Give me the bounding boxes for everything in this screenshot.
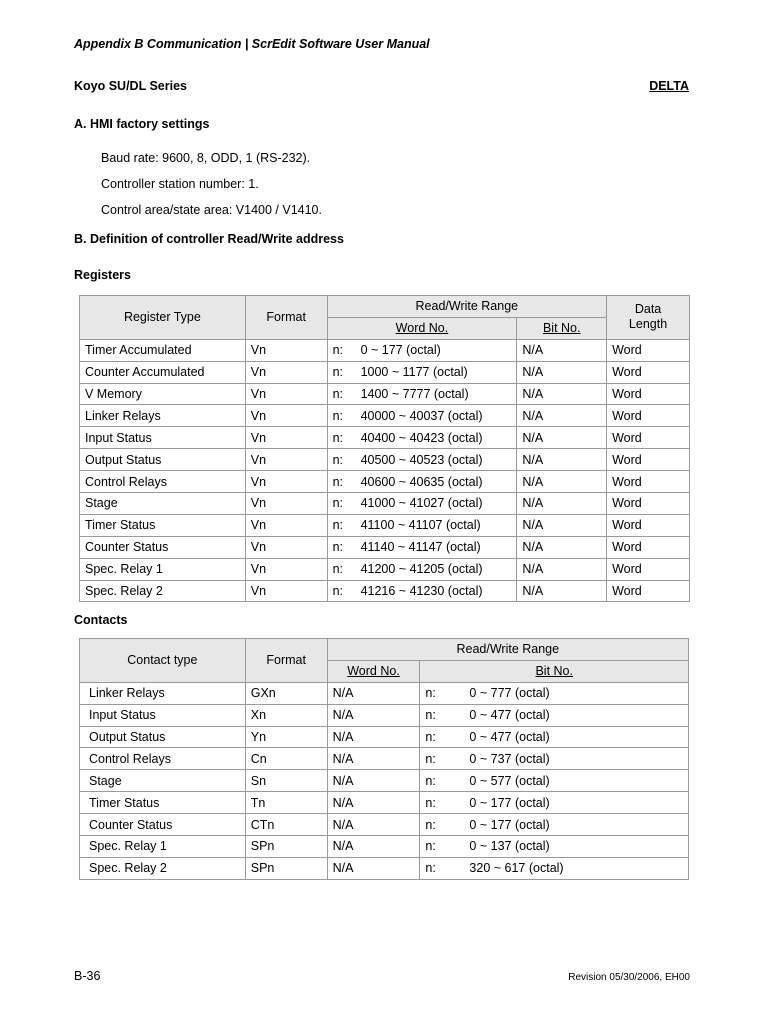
bit-range-cell: N/A bbox=[517, 449, 607, 471]
format-cell: SPn bbox=[245, 836, 327, 858]
n-prefix: n: bbox=[425, 773, 436, 788]
format-cell: Vn bbox=[245, 427, 327, 449]
format-cell: Vn bbox=[245, 580, 327, 602]
setting-station-number: Controller station number: 1. bbox=[101, 177, 259, 191]
bit-range-value: 0 ~ 777 (octal) bbox=[469, 686, 550, 701]
word-range-cell: N/A bbox=[327, 682, 420, 704]
table-row bbox=[80, 682, 689, 704]
format-cell: Vn bbox=[245, 361, 327, 383]
data-length-cell: Word bbox=[607, 558, 690, 580]
format-cell: Vn bbox=[245, 514, 327, 536]
contact-type-cell: Spec. Relay 2 bbox=[80, 857, 246, 879]
registers-table bbox=[79, 295, 690, 602]
header-data-length: Data Length bbox=[607, 296, 690, 340]
word-range-cell bbox=[327, 493, 517, 515]
revision-label: Revision 05/30/2006, EH00 bbox=[568, 972, 690, 983]
header-bit-no: Bit No. bbox=[517, 317, 607, 339]
table-row bbox=[80, 748, 689, 770]
bit-range-value: 0 ~ 177 (octal) bbox=[469, 795, 550, 810]
word-range-value: 1000 ~ 1177 (octal) bbox=[360, 365, 468, 380]
data-length-cell: Word bbox=[607, 580, 690, 602]
n-prefix: n: bbox=[332, 496, 343, 511]
bit-range-cell: N/A bbox=[517, 558, 607, 580]
contact-type-cell: Output Status bbox=[80, 726, 246, 748]
n-prefix: n: bbox=[425, 839, 436, 854]
contact-type-cell: Stage bbox=[80, 770, 246, 792]
page-number: B-36 bbox=[74, 969, 101, 983]
word-range-value: 40500 ~ 40523 (octal) bbox=[360, 452, 483, 467]
bit-range-cell: N/A bbox=[517, 427, 607, 449]
table-row bbox=[80, 704, 689, 726]
data-length-cell: Word bbox=[607, 493, 690, 515]
bit-range-cell: N/A bbox=[517, 580, 607, 602]
word-range-cell bbox=[327, 514, 517, 536]
format-cell: Xn bbox=[245, 704, 327, 726]
word-range-value: 40000 ~ 40037 (octal) bbox=[360, 408, 483, 423]
contacts-title: Contacts bbox=[74, 613, 128, 627]
table-row bbox=[80, 536, 690, 558]
n-prefix: n: bbox=[332, 562, 343, 577]
n-prefix: n: bbox=[425, 751, 436, 766]
register-type-cell: Counter Accumulated bbox=[80, 361, 246, 383]
table-row bbox=[80, 836, 689, 858]
n-prefix: n: bbox=[425, 708, 436, 723]
register-type-cell: Spec. Relay 2 bbox=[80, 580, 246, 602]
register-type-cell: Timer Accumulated bbox=[80, 339, 246, 361]
word-range-value: 1400 ~ 7777 (octal) bbox=[360, 387, 469, 401]
contact-type-cell: Input Status bbox=[80, 704, 246, 726]
word-range-value: 41140 ~ 41147 (octal) bbox=[360, 540, 481, 555]
register-type-cell: V Memory bbox=[80, 383, 246, 405]
bit-range-value: 0 ~ 477 (octal) bbox=[469, 730, 550, 744]
header-bit-no: Bit No. bbox=[420, 660, 689, 682]
table-row bbox=[80, 792, 689, 814]
n-prefix: n: bbox=[332, 452, 343, 467]
bit-range-cell: N/A bbox=[517, 339, 607, 361]
setting-baud-rate: Baud rate: 9600, 8, ODD, 1 (RS-232). bbox=[101, 151, 311, 165]
header-read-write-range: Read/Write Range bbox=[327, 296, 607, 318]
bit-range-cell: N/A bbox=[517, 536, 607, 558]
word-range-value: 41216 ~ 41230 (octal) bbox=[360, 584, 483, 599]
section-a-title: A. HMI factory settings bbox=[74, 117, 210, 131]
contact-type-cell: Timer Status bbox=[80, 792, 246, 814]
contacts-table bbox=[79, 638, 689, 880]
register-type-cell: Stage bbox=[80, 493, 246, 515]
word-range-cell bbox=[327, 449, 517, 471]
format-cell: Vn bbox=[245, 449, 327, 471]
register-type-cell: Output Status bbox=[80, 449, 246, 471]
bit-range-cell: N/A bbox=[517, 383, 607, 405]
table-row bbox=[80, 427, 690, 449]
data-length-cell: Word bbox=[607, 383, 690, 405]
table-row bbox=[80, 339, 690, 361]
bit-range-cell bbox=[420, 814, 689, 836]
table-row bbox=[80, 857, 689, 879]
word-range-cell: N/A bbox=[327, 770, 420, 792]
word-range-value: 41000 ~ 41027 (octal) bbox=[360, 496, 483, 511]
n-prefix: n: bbox=[332, 540, 343, 555]
format-cell: Tn bbox=[245, 792, 327, 814]
table-row bbox=[80, 580, 690, 602]
n-prefix: n: bbox=[425, 861, 436, 876]
table-row bbox=[80, 770, 689, 792]
running-header: Appendix B Communication | ScrEdit Software User Manual bbox=[74, 37, 430, 51]
word-range-value: 40400 ~ 40423 (octal) bbox=[360, 430, 483, 445]
format-cell: CTn bbox=[245, 814, 327, 836]
format-cell: Vn bbox=[245, 339, 327, 361]
brand-label: DELTA bbox=[649, 79, 689, 93]
data-length-cell: Word bbox=[607, 361, 690, 383]
word-range-cell: N/A bbox=[327, 836, 420, 858]
bit-range-value: 0 ~ 177 (octal) bbox=[469, 817, 550, 832]
word-range-cell bbox=[327, 339, 517, 361]
table-row bbox=[80, 514, 690, 536]
n-prefix: n: bbox=[425, 730, 436, 744]
n-prefix: n: bbox=[332, 343, 343, 358]
format-cell: Vn bbox=[245, 471, 327, 493]
word-range-cell bbox=[327, 427, 517, 449]
word-range-cell bbox=[327, 471, 517, 493]
table-row bbox=[80, 814, 689, 836]
bit-range-cell: N/A bbox=[517, 493, 607, 515]
header-word-no: Word No. bbox=[327, 660, 420, 682]
word-range-cell: N/A bbox=[327, 792, 420, 814]
contact-type-cell: Spec. Relay 1 bbox=[80, 836, 246, 858]
register-type-cell: Control Relays bbox=[80, 471, 246, 493]
word-range-value: 0 ~ 177 (octal) bbox=[360, 343, 441, 358]
format-cell: Cn bbox=[245, 748, 327, 770]
word-range-cell bbox=[327, 536, 517, 558]
word-range-value: 40600 ~ 40635 (octal) bbox=[360, 474, 483, 489]
format-cell: Vn bbox=[245, 405, 327, 427]
header-word-no: Word No. bbox=[327, 317, 517, 339]
n-prefix: n: bbox=[332, 584, 343, 599]
table-row bbox=[80, 493, 690, 515]
register-type-cell: Counter Status bbox=[80, 536, 246, 558]
word-range-cell bbox=[327, 383, 517, 405]
header-contact-type: Contact type bbox=[80, 639, 246, 683]
format-cell: Vn bbox=[245, 383, 327, 405]
data-length-cell: Word bbox=[607, 427, 690, 449]
data-length-cell: Word bbox=[607, 471, 690, 493]
bit-range-value: 0 ~ 737 (octal) bbox=[469, 751, 550, 766]
word-range-cell bbox=[327, 580, 517, 602]
contact-type-cell: Linker Relays bbox=[80, 682, 246, 704]
format-cell: SPn bbox=[245, 857, 327, 879]
word-range-cell: N/A bbox=[327, 748, 420, 770]
register-type-cell: Input Status bbox=[80, 427, 246, 449]
bit-range-cell bbox=[420, 857, 689, 879]
header-register-type: Register Type bbox=[80, 296, 246, 340]
bit-range-value: 0 ~ 477 (octal) bbox=[469, 708, 550, 723]
data-length-cell: Word bbox=[607, 449, 690, 471]
word-range-value: 41100 ~ 41107 (octal) bbox=[360, 518, 481, 533]
table-row bbox=[80, 361, 690, 383]
format-cell: GXn bbox=[245, 682, 327, 704]
word-range-cell: N/A bbox=[327, 726, 420, 748]
bit-range-cell: N/A bbox=[517, 514, 607, 536]
header-format: Format bbox=[245, 296, 327, 340]
table-row bbox=[80, 405, 690, 427]
n-prefix: n: bbox=[332, 387, 343, 401]
bit-range-cell bbox=[420, 770, 689, 792]
n-prefix: n: bbox=[425, 795, 436, 810]
format-cell: Vn bbox=[245, 493, 327, 515]
n-prefix: n: bbox=[332, 474, 343, 489]
n-prefix: n: bbox=[332, 365, 343, 380]
bit-range-cell: N/A bbox=[517, 361, 607, 383]
data-length-cell: Word bbox=[607, 405, 690, 427]
n-prefix: n: bbox=[425, 686, 436, 701]
table-row bbox=[80, 471, 690, 493]
data-length-cell: Word bbox=[607, 514, 690, 536]
table-row bbox=[80, 726, 689, 748]
table-row bbox=[80, 449, 690, 471]
word-range-cell bbox=[327, 558, 517, 580]
bit-range-cell bbox=[420, 748, 689, 770]
n-prefix: n: bbox=[332, 430, 343, 445]
word-range-cell: N/A bbox=[327, 704, 420, 726]
bit-range-cell: N/A bbox=[517, 471, 607, 493]
n-prefix: n: bbox=[425, 817, 436, 832]
data-length-cell: Word bbox=[607, 536, 690, 558]
series-title: Koyo SU/DL Series bbox=[74, 79, 188, 93]
bit-range-cell bbox=[420, 792, 689, 814]
contact-type-cell: Control Relays bbox=[80, 748, 246, 770]
n-prefix: n: bbox=[332, 518, 343, 533]
table-row bbox=[80, 383, 690, 405]
contact-type-cell: Counter Status bbox=[80, 814, 246, 836]
format-cell: Yn bbox=[245, 726, 327, 748]
word-range-cell: N/A bbox=[327, 814, 420, 836]
section-b-title: B. Definition of controller Read/Write address bbox=[74, 232, 344, 246]
register-type-cell: Linker Relays bbox=[80, 405, 246, 427]
bit-range-cell: N/A bbox=[517, 405, 607, 427]
bit-range-cell bbox=[420, 836, 689, 858]
word-range-cell bbox=[327, 405, 517, 427]
bit-range-cell bbox=[420, 726, 689, 748]
table-row bbox=[80, 558, 690, 580]
word-range-cell bbox=[327, 361, 517, 383]
bit-range-value: 320 ~ 617 (octal) bbox=[469, 861, 564, 876]
setting-control-area: Control area/state area: V1400 / V1410. bbox=[101, 203, 322, 217]
header-format: Format bbox=[245, 639, 327, 683]
format-cell: Vn bbox=[245, 558, 327, 580]
word-range-value: 41200 ~ 41205 (octal) bbox=[360, 562, 483, 577]
bit-range-value: 0 ~ 137 (octal) bbox=[469, 839, 550, 854]
format-cell: Sn bbox=[245, 770, 327, 792]
format-cell: Vn bbox=[245, 536, 327, 558]
bit-range-value: 0 ~ 577 (octal) bbox=[469, 773, 550, 788]
header-read-write-range: Read/Write Range bbox=[327, 639, 688, 661]
word-range-cell: N/A bbox=[327, 857, 420, 879]
register-type-cell: Timer Status bbox=[80, 514, 246, 536]
n-prefix: n: bbox=[332, 408, 343, 423]
register-type-cell: Spec. Relay 1 bbox=[80, 558, 246, 580]
bit-range-cell bbox=[420, 682, 689, 704]
bit-range-cell bbox=[420, 704, 689, 726]
data-length-cell: Word bbox=[607, 339, 690, 361]
registers-title: Registers bbox=[74, 268, 131, 282]
